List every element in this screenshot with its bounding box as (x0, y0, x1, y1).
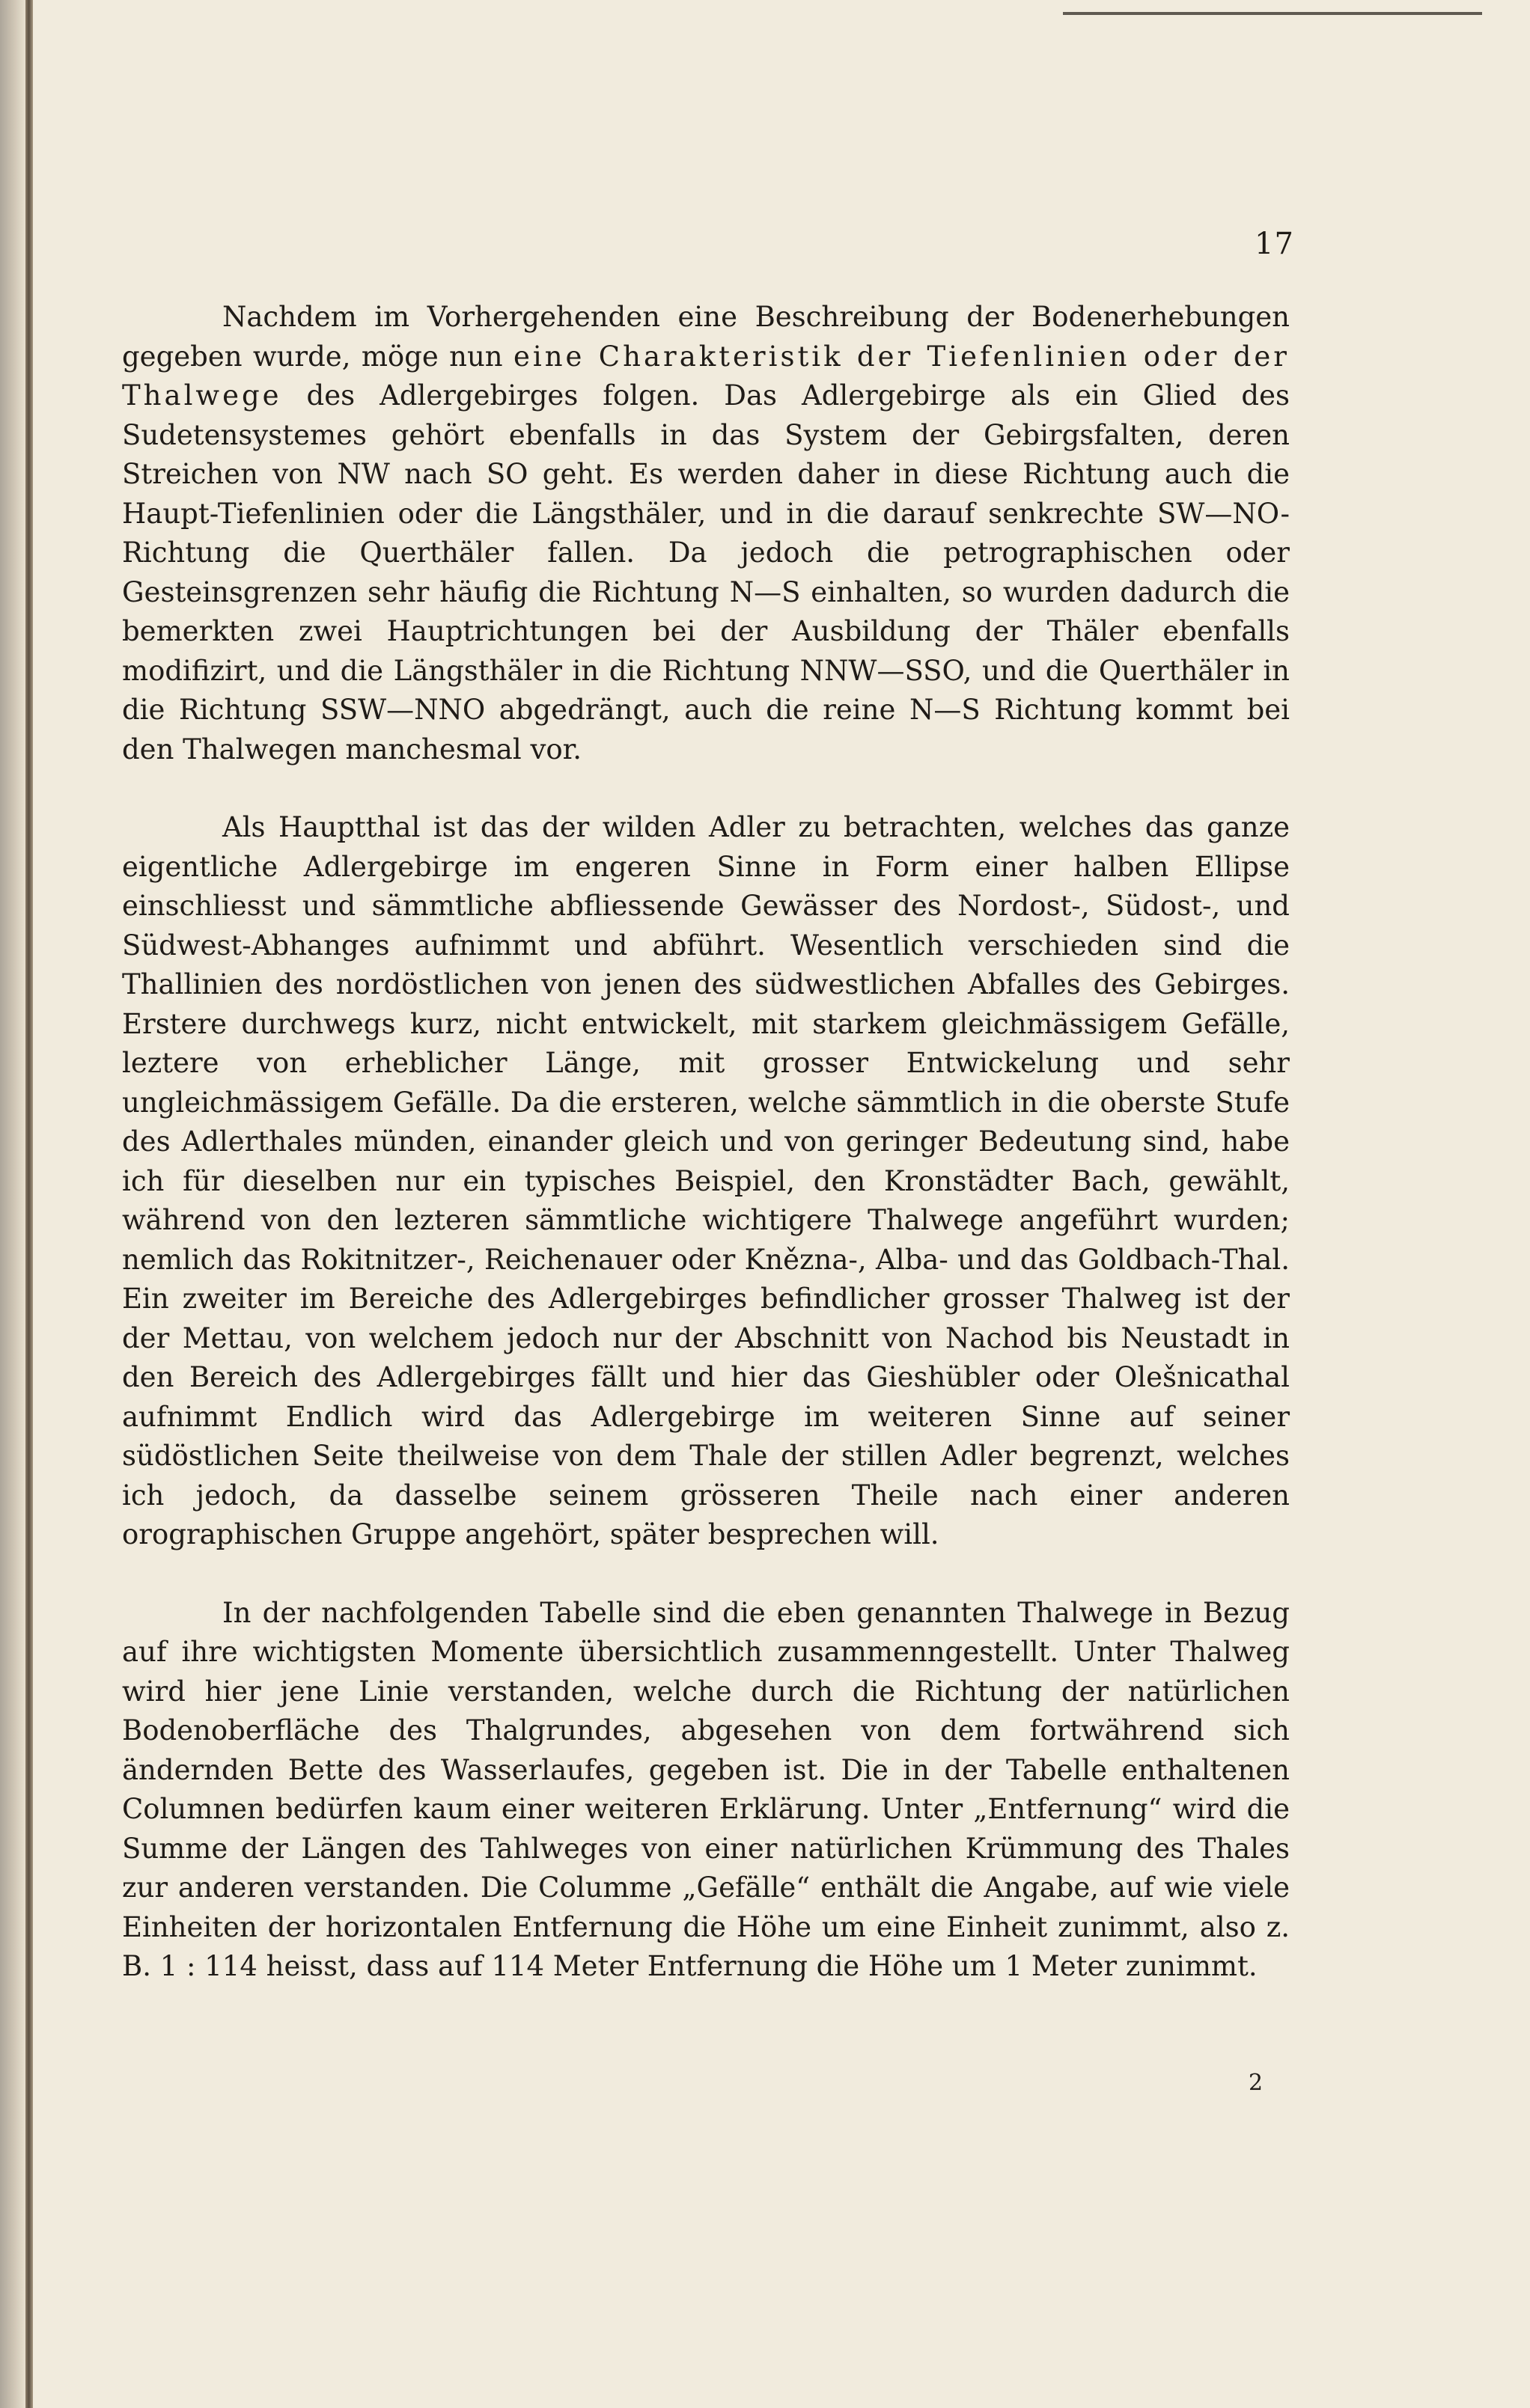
paragraph-tabelle: In der nachfolgenden Tabelle sind die eben genannten Thalwege in Bezug auf ihre wichtigsten Momente übersichtlich zusammenngestellt. Unter Thalweg wird hier jene Linie verstanden, welche durch die Richtung der natürlichen Bodenoberfläche des Thalgrundes, abgesehen von dem fortwährend sich ändernden Bette des Wasserlaufes, gegeben ist. Die in der Tabelle enthaltenen Columnen bedürfen kaum einer weiteren Erklärung. Unter „Entfernung“ wird die Summe der Längen des Tahlweges von einer natürlichen Krümmung des Thales zur anderen verstanden. Die Columme „Gefälle“ enthält die Angabe, auf wie viele Einheiten der horizontalen Entfernung die Höhe um eine Einheit zunimmt, also z. B. 1 : 114 heisst, dass auf 114 Meter Entfernung die Höhe um 1 Meter zunimmt. (122, 1596, 1290, 1982)
emphasized-phrase: eine Charakteristik der Tiefenlinien oder der Thalwege (122, 340, 1290, 412)
paragraph-hauptthal: Als Hauptthal ist das der wilden Adler zu betrachten, welches das ganze eigentliche Adlergebirge im engeren Sinne in Form einer halben Ellipse einschliesst und sämmtliche abfliessende Gewässer des Nordost-, Südost-, und Südwest-Abhanges aufnimmt und abführt. Wesentlich verschieden sind die Thallinien des nordöstlichen von jenen des südwestlichen Abfalles des Gebirges. Erstere durchwegs kurz, nicht entwickelt, mit starkem gleichmässigem Gefälle, leztere von erheblicher Länge, mit grosser Entwickelung und sehr ungleichmässigem Gefälle. Da die ersteren, welche sämmtlich in die oberste Stufe des Adlerthales münden, einander gleich und von geringer Bedeutung sind, habe ich für dieselben nur ein typisches Beispiel, den Kronstädter Bach, gewählt, während von den lezteren sämmtliche wichtigere Thalwege angeführt wurden; nemlich das Rokitnitzer-, Reichenauer oder Knězna-, Alba- und das Goldbach-Thal. Ein zweiter im Bereiche des Adlergebirges befindlicher grosser Thalweg ist der der Mettau, von welchem jedoch nur der Abschnitt von Nachod bis Neustadt in den Bereich des Adlergebirges fällt und hier das Gieshübler oder Olešnicathal aufnimmt Endlich wird das Adlergebirge im weiteren Sinne auf seiner südöstlichen Seite theilweise von dem Thale der stillen Adler begrenzt, welches ich jedoch, da dasselbe seinem grösseren Theile nach einer anderen orographischen Gruppe angehört, später besprechen will. (122, 811, 1290, 1550)
binding-line (25, 0, 33, 2408)
paragraph-text-continuation: des Adlergebirges folgen. Das Adlergebirge als ein Glied des Sudetensystemes gehört ebenfalls in das System der Gebirgsfalten, deren Streichen von NW nach SO geht. Es werden daher in diese Richtung auch die Haupt-Tiefenlinien oder die Längsthäler, und in die darauf senkrechte SW—NO-Richtung die Querthäler fallen. Da jedoch die petrographischen oder Gesteinsgrenzen sehr häufig die Richtung N—S einhalten, so wurden dadurch die bemerkten zwei Hauptrichtungen bei der Ausbildung der Thäler ebenfalls modifizirt, und die Längsthäler in die Richtung NNW—SSO, und die Querthäler in die Richtung SSW—NNO abgedrängt, auch die reine N—S Richtung kommt bei den Thalwegen manchesmal vor. (122, 379, 1290, 766)
printer-signature: 2 (1249, 2070, 1264, 2096)
top-rule (1063, 12, 1482, 15)
page-number: 17 (1255, 227, 1294, 261)
main-text (122, 298, 1290, 1987)
binding-shadow (0, 0, 25, 2408)
paragraph-tiefenlinien (122, 298, 1290, 769)
paragraph-text: Nachdem im Vorhergehenden eine Beschreibung der Bodenerhebungen gegeben wurde, möge nun (122, 301, 1290, 373)
